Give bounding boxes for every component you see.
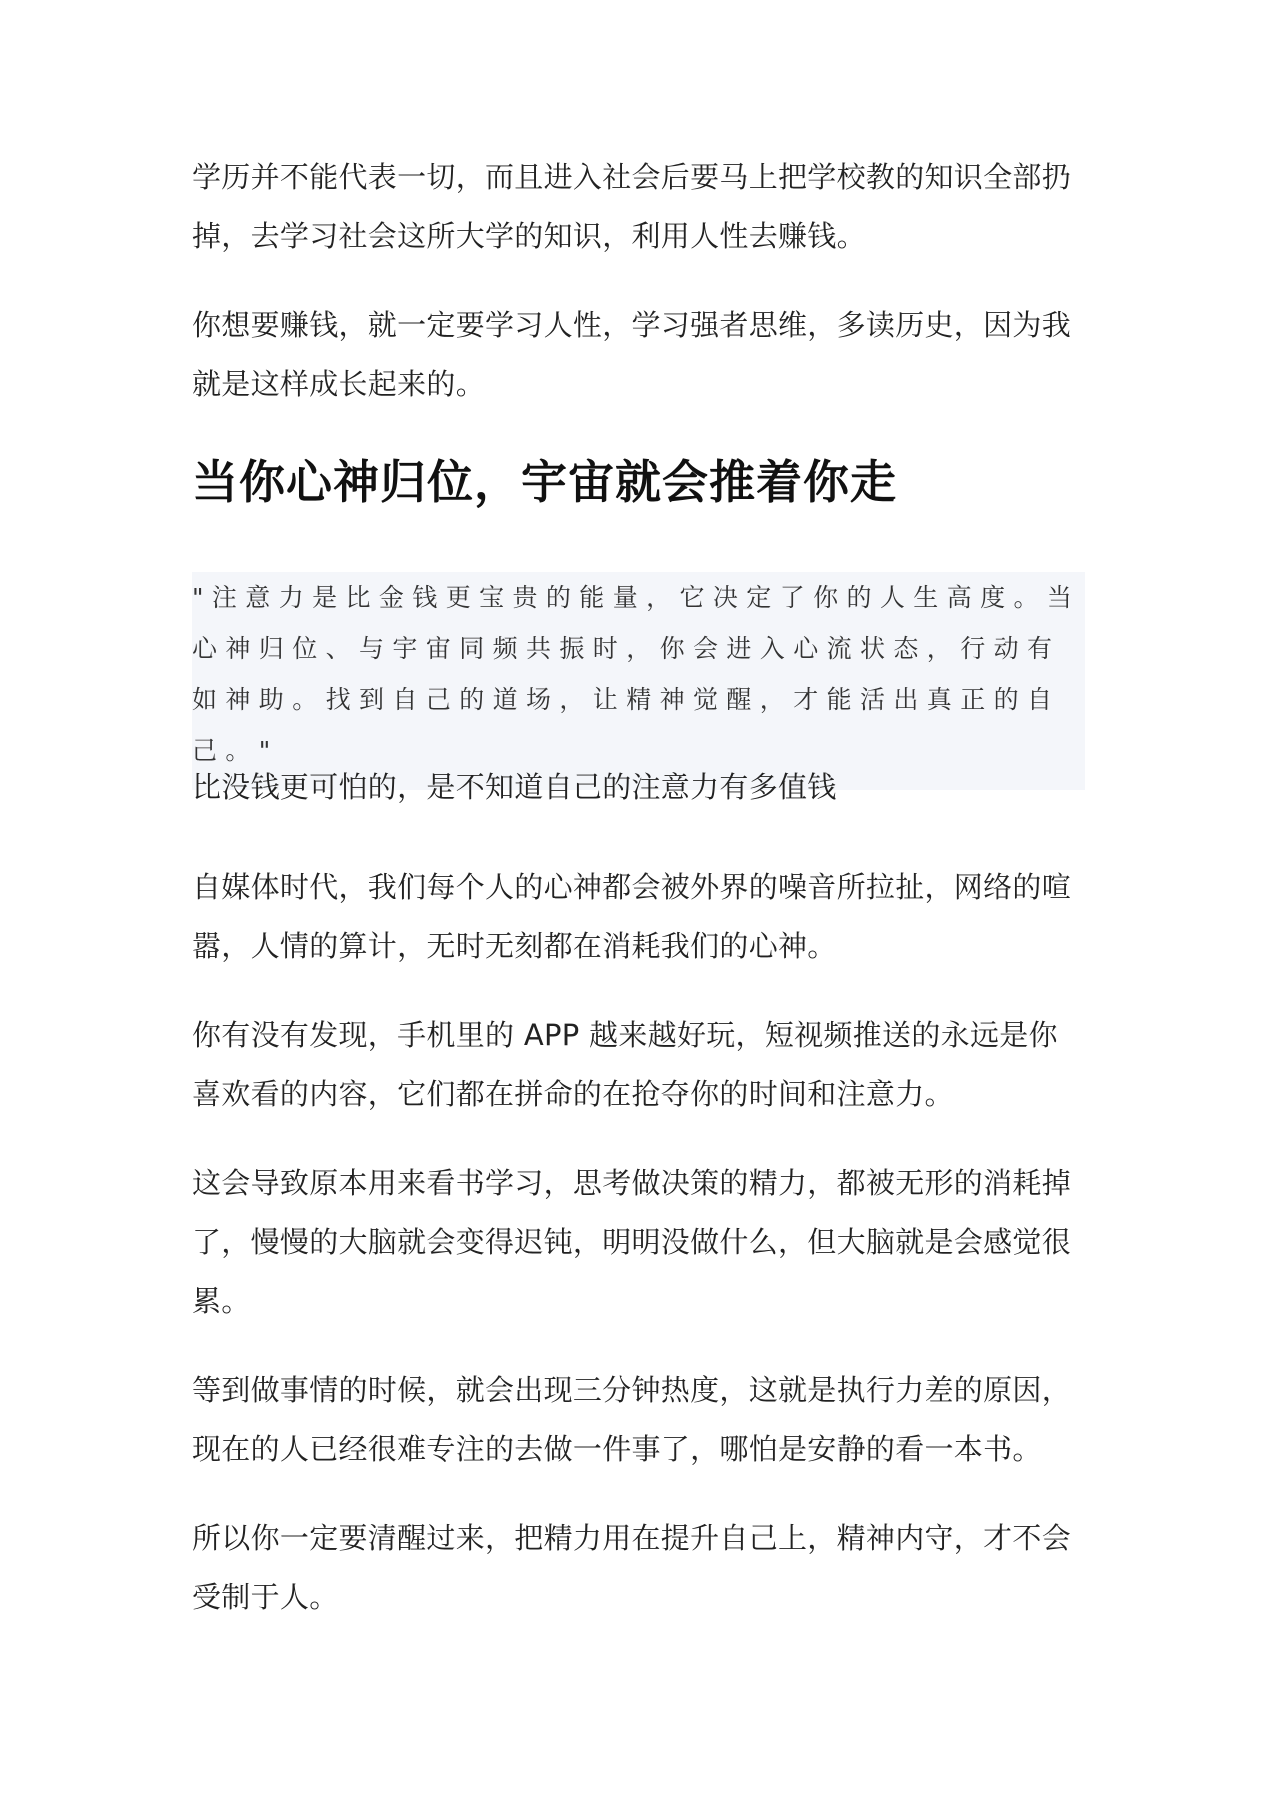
- paragraph-education: 学历并不能代表一切，而且进入社会后要马上把学校教的知识全部扔掉，去学习社会这所大学的知识，利用人性去赚钱。: [192, 160, 1072, 253]
- section-heading: 当你心神归位，宇宙就会推着你走: [192, 455, 897, 509]
- paragraph-media-era: 自媒体时代，我们每个人的心神都会被外界的噪音所拉扯，网络的喧嚣，人情的算计，无时无刻都在消耗我们的心神。: [192, 870, 1072, 963]
- paragraph-energy-drain: 这会导致原本用来看书学习，思考做决策的精力，都被无形的消耗掉了，慢慢的大脑就会变得迟钝，明明没做什么，但大脑就是会感觉很累。: [192, 1166, 1072, 1318]
- paragraph-learn-human-nature: 你想要赚钱，就一定要学习人性，学习强者思维，多读历史，因为我就是这样成长起来的。: [192, 308, 1072, 401]
- paragraph-apps: 你有没有发现，手机里的 APP 越来越好玩，短视频推送的永远是你喜欢看的内容，它们都在拼命的在抢夺你的时间和注意力。: [192, 1018, 1058, 1111]
- quote-text: "注意力是比金钱更宝贵的能量，它决定了你的人生高度。当心神归位、与宇宙同频共振时，你会进入心流状态，行动有如神助。找到自己的道场，让精神觉醒，才能活出真正的自己。": [192, 583, 1081, 765]
- subheading-line: 比没钱更可怕的，是不知道自己的注意力有多值钱: [192, 770, 837, 804]
- paragraph-three-minutes: 等到做事情的时候，就会出现三分钟热度，这就是执行力差的原因，现在的人已经很难专注的去做一件事了，哪怕是安静的看一本书。: [192, 1373, 1072, 1466]
- paragraph-wake-up: 所以你一定要清醒过来，把精力用在提升自己上，精神内守，才不会受制于人。: [192, 1521, 1072, 1614]
